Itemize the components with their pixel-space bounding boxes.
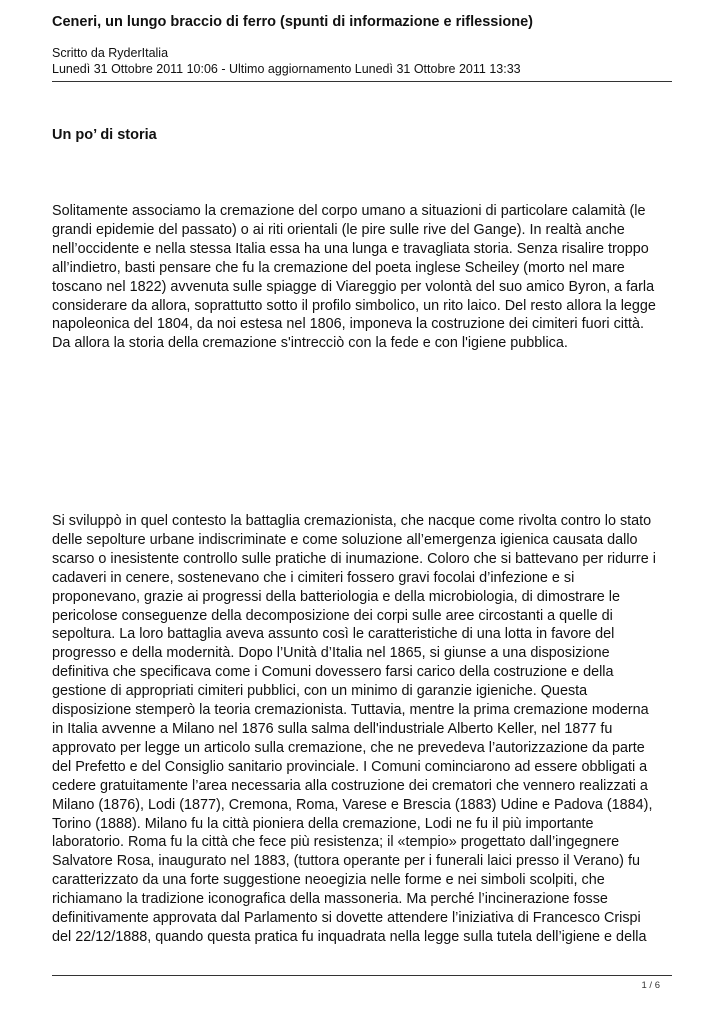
text-line: richiamano la tradizione iconografica della massoneria. Ma perché l’incinerazione fosse bbox=[52, 891, 608, 908]
text-line: in Italia avvenne a Milano nel 1876 sulla salma dell'industriale Alberto Keller, nel 1877 fu bbox=[52, 720, 613, 737]
text-line: definitivamente approvata dal Parlamento si dovette attendere l’iniziativa di Francesco Crispi bbox=[52, 910, 641, 927]
date-line: Lunedì 31 Ottobre 2011 10:06 - Ultimo aggiornamento Lunedì 31 Ottobre 2011 13:33 bbox=[52, 62, 521, 76]
text-line: del 22/12/1888, quando questa pratica fu inquadrata nella legge sulla tutela dell’igiene e della bbox=[52, 928, 647, 945]
text-line: proponevano, grazie ai progressi della batteriologia e della microbiologia, di dimostrare le bbox=[52, 588, 620, 605]
text-line: disposizione stemperò la teoria cremazionista. Tuttavia, mentre la prima cremazione moderna bbox=[52, 702, 649, 719]
text-line: scarso o inesistente controllo sulle pratiche di inumazione. Coloro che si battevano per ridurre i bbox=[52, 550, 656, 567]
page-number: 1 / 6 bbox=[641, 980, 660, 991]
text-line: nell’occidente e nella stessa Italia essa ha una lunga e travagliata storia. Senza risalire troppo bbox=[52, 240, 649, 257]
text-line: Milano (1876), Lodi (1877), Cremona, Roma, Varese e Brescia (1883) Udine e Padova (1884), bbox=[52, 796, 653, 813]
footer-divider bbox=[52, 975, 672, 976]
author-line: Scritto da RyderItalia bbox=[52, 46, 169, 60]
text-line: Solitamente associamo la cremazione del corpo umano a situazioni di particolare calamità (le bbox=[52, 203, 646, 219]
text-line: grandi epidemie del passato) o ai riti orientali (le pire sulle rive del Gange). In realtà anche bbox=[52, 221, 625, 238]
text-line: caratterizzato da una forte suggestione neoegizia nelle forme e nei simboli scolpiti, che bbox=[52, 872, 605, 889]
text-line: laboratorio. Roma fu la città che fece più resistenza; il «tempio» progettato dall’ingegnere bbox=[52, 834, 620, 851]
text-line: progresso e della modernità. Dopo l’Unità d’Italia nel 1865, si giunse a una disposizione bbox=[52, 645, 610, 662]
text-line: Si sviluppò in quel contesto la battaglia cremazionista, che nacque come rivolta contro lo stato bbox=[52, 513, 652, 529]
text-line: cedere gratuitamente l’area necessaria alla costruzione dei crematori che vennero realizzati a bbox=[52, 777, 648, 794]
paragraph-cremation-battle bbox=[52, 512, 682, 947]
text-line: definitiva che specificava come i Comuni dovessero farsi carico della costruzione e della bbox=[52, 664, 614, 681]
text-line: all’indietro, basti pensare che fu la cremazione del poeta inglese Scheiley (morto nel mare bbox=[52, 259, 625, 276]
text-line: cadaveri in cenere, sostenevano che i cimiteri fossero gravi focolai d’infezione e si bbox=[52, 569, 575, 586]
page-title: Ceneri, un lungo braccio di ferro (spunti di informazione e riflessione) bbox=[52, 14, 533, 30]
text-line: sepoltura. La loro battaglia aveva assunto così le caratteristiche di una lotta in favore del bbox=[52, 626, 615, 643]
paragraph-history bbox=[52, 202, 682, 353]
section-heading: Un po’ di storia bbox=[52, 127, 157, 143]
text-line: Salvatore Rosa, inaugurato nel 1883, (tuttora operante per i funerali laici presso il Verano) fu bbox=[52, 853, 640, 870]
text-line: considerare da allora, soprattutto sotto il profilo simbolico, un rito laico. Del resto allora la legge bbox=[52, 297, 656, 314]
text-line: pericolose conseguenze della decomposizione dei corpi sulle aree circostanti a quelle di bbox=[52, 607, 613, 624]
text-line: Torino (1888). Milano fu la città pioniera della cremazione, Lodi ne fu il più importante bbox=[52, 815, 594, 832]
header-divider bbox=[52, 81, 672, 82]
text-line: delle sepolture urbane indiscriminate e come soluzione all’emergenza igienica causata dallo bbox=[52, 531, 638, 548]
text-line: toscano nel 1822) avvenuta sulle spiagge di Viareggio per volontà del suo amico Byron, a farla bbox=[52, 278, 655, 295]
text-line: gestione di appropriati cimiteri pubblici, con un minimo di garanzie igieniche. Questa bbox=[52, 683, 588, 700]
text-line: del Prefetto e del Consiglio sanitario provinciale. I Comuni cominciarono ad essere obbligati a bbox=[52, 758, 648, 775]
text-line: napoleonica del 1804, da noi estesa nel 1806, imponeva la costruzione dei cimiteri fuori città. bbox=[52, 316, 644, 333]
text-line: approvato per legge un articolo sulla cremazione, che ne prevedeva l’autorizzazione da parte bbox=[52, 739, 645, 756]
text-line: Da allora la storia della cremazione s'intrecciò con la fede e con l'igiene pubblica. bbox=[52, 335, 568, 352]
